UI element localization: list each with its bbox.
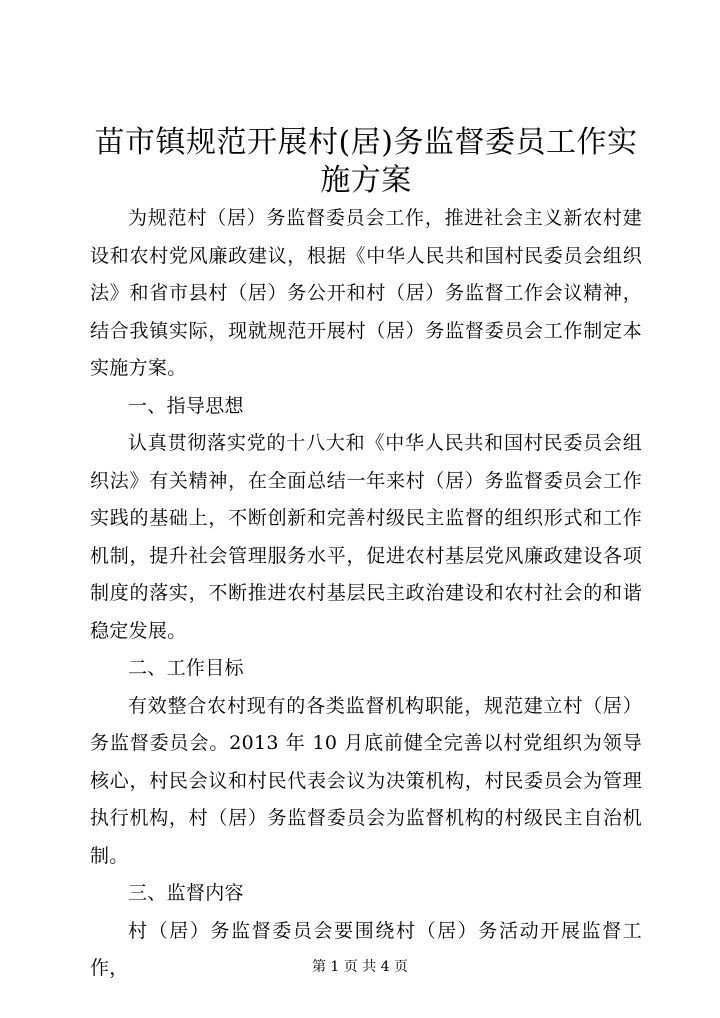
guiding-ideology-paragraph: 认真贯彻落实党的十八大和《中华人民共和国村民委员会组织法》有关精神，在全面总结一年来村（居）务监督委员会工作实践的基础上，不断创新和完善村级民主监督的组织形式和工作机制，提升社会管理服务水平，促进农村基层党风廉政建设各项制度的落实，不断推进农村基层民主政治建设和农村社会的和谐稳定发展。 (90, 432, 642, 642)
section-heading-supervision-content: 三、监督内容 (128, 882, 244, 904)
document-body (90, 200, 642, 988)
section-heading-work-goals: 二、工作目标 (128, 657, 244, 679)
section-heading-guiding-ideology: 一、指导思想 (128, 394, 244, 417)
document-title: 苗市镇规范开展村(居)务监督委员工作实施方案 (94, 125, 638, 198)
page-footer: 第 1 页 共 4 页 (311, 959, 409, 975)
work-goals-paragraph: 有效整合农村现有的各类监督机构职能，规范建立村（居）务监督委员会。2013 年 10 月底前健全完善以村党组织为领导核心，村民会议和村民代表会议为决策机构，村民委员会为管理执行机构，村（居）务监督委员会为监督机构的村级民主自治机制。 (90, 694, 642, 867)
intro-paragraph: 为规范村（居）务监督委员会工作，推进社会主义新农村建设和农村党风廉政建议，根据《中华人民共和国村民委员会组织法》和省市县村（居）务公开和村（居）务监督工作会议精神，结合我镇实际，现就规范开展村（居）务监督委员会工作制定本实施方案。 (90, 207, 642, 379)
supervision-content-paragraph: 村（居）务监督委员会要围绕村（居）务活动开展监督工作， (90, 919, 642, 979)
